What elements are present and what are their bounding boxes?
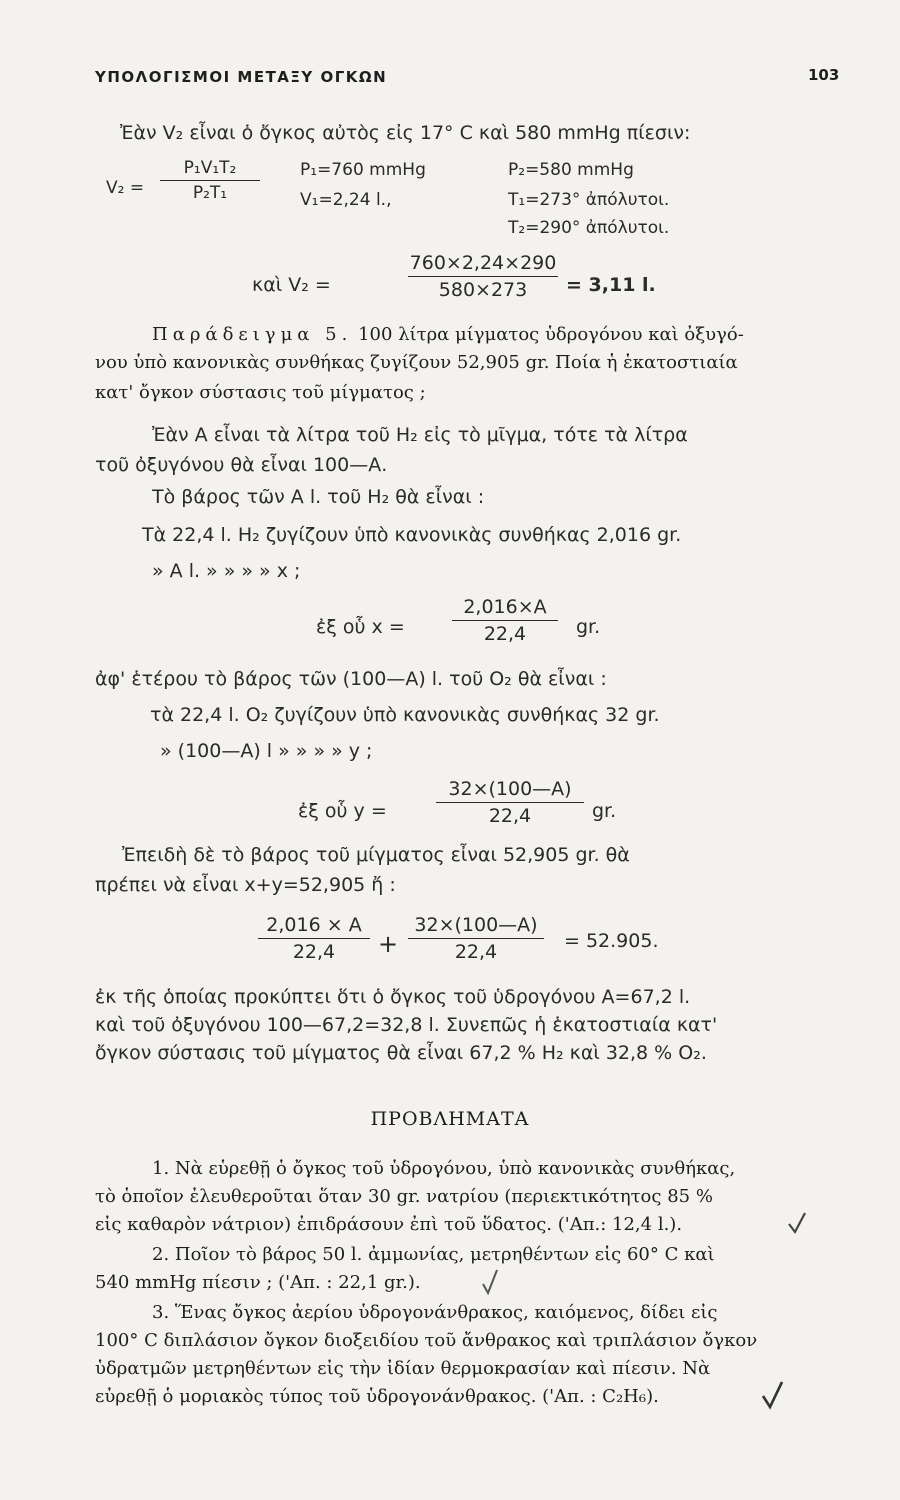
x-fraction: [452, 596, 558, 645]
formula-denominator: P₂T₁: [192, 183, 228, 203]
example-line9: ἀφ' ἑτέρου τὸ βάρος τῶν (100—Α) l. τοῦ O₂ θὰ εἶναι :: [95, 668, 607, 690]
eq-result: = 52.905.: [564, 930, 659, 952]
calc-result: = 3,11 l.: [566, 274, 656, 296]
eq-fraction-2: [408, 914, 544, 963]
y-numerator: 32×(100—Α): [448, 778, 572, 800]
x-unit: gr.: [576, 616, 601, 638]
formula-fraction: [160, 158, 260, 203]
x-denominator: 22,4: [483, 623, 527, 645]
example-line6: Τὸ βάρος τῶν Α l. τοῦ H₂ θὰ εἶναι :: [152, 486, 485, 508]
y-unit: gr.: [592, 800, 617, 822]
handwritten-check-icon: [760, 1380, 786, 1410]
example-line3: κατ' ὄγκον σύστασις τοῦ μίγματος ;: [95, 382, 426, 403]
fraction-bar: [408, 938, 544, 939]
running-header: ΥΠΟΛΟΓΙΣΜΟΙ ΜΕΤΑΞΥ ΟΓΚΩΝ: [95, 68, 388, 86]
problem3-line1: 3. Ἕνας ὄγκος ἀερίου ὑδρογονάνθρακος, καιόμενος, δίδει εἰς: [152, 1302, 718, 1323]
formula-lhs: V₂ =: [106, 178, 145, 198]
example-line11: » (100—Α) l » » » » y ;: [160, 740, 373, 762]
x-eq-lhs: ἐξ οὗ x =: [316, 616, 405, 638]
eq-numerator-1: 2,016 × Α: [266, 914, 362, 936]
fraction-bar: [258, 938, 370, 939]
fraction-bar: [408, 276, 558, 277]
example-line13: πρέπει νὰ εἶναι x+y=52,905 ἤ :: [95, 874, 396, 896]
fraction-bar: [452, 620, 558, 621]
example-line16: ὄγκον σύστασις τοῦ μίγματος θὰ εἶναι 67,2 % H₂ καὶ 32,8 % O₂.: [95, 1042, 707, 1064]
example-first-line: [152, 324, 744, 345]
example-line14: ἐκ τῆς ὁποίας προκύπτει ὅτι ὁ ὄγκος τοῦ ὑδρογόνου Α=67,2 l.: [95, 986, 691, 1008]
example-line8: » Α l. » » » » x ;: [152, 560, 301, 582]
example-line5: τοῦ ὀξυγόνου θὰ εἶναι 100—Α.: [95, 454, 388, 476]
calc-lhs: καὶ V₂ =: [252, 274, 331, 296]
problems-heading: ΠΡΟΒΛΗΜΑΤΑ: [370, 1108, 530, 1130]
given-p1: P₁=760 mmHg: [300, 160, 426, 180]
x-numerator: 2,016×Α: [463, 596, 547, 618]
example-line7: Τὰ 22,4 l. H₂ ζυγίζουν ὑπὸ κανονικὰς συνθήκας 2,016 gr.: [142, 524, 682, 546]
handwritten-check-icon: [480, 1268, 500, 1296]
problem3-line3: ὑδρατμῶν μετρηθέντων εἰς τὴν ἰδίαν θερμοκρασίαν καὶ πίεσιν. Νὰ: [95, 1358, 711, 1379]
y-fraction: [436, 778, 584, 827]
calc-numerator: 760×2,24×290: [409, 252, 557, 274]
y-eq-lhs: ἐξ οὗ y =: [298, 800, 387, 822]
problem1-line1: 1. Νὰ εὑρεθῇ ὁ ὄγκος τοῦ ὑδρογόνου, ὑπὸ κανονικὰς συνθήκας,: [152, 1158, 736, 1179]
example-line12: Ἐπειδὴ δὲ τὸ βάρος τοῦ μίγματος εἶναι 52,905 gr. θὰ: [122, 844, 630, 866]
eq-denominator-2: 22,4: [454, 941, 498, 963]
problem2-line2: 540 mmHg πίεσιν ; ('Απ. : 22,1 gr.).: [95, 1272, 421, 1293]
calc-fraction: [408, 252, 558, 301]
fraction-bar: [436, 802, 584, 803]
example-line15: καὶ τοῦ ὀξυγόνου 100—67,2=32,8 l. Συνεπῶς ἡ ἑκατοστιαία κατ': [95, 1014, 718, 1036]
example-line10: τὰ 22,4 l. O₂ ζυγίζουν ὑπὸ κανονικὰς συνθήκας 32 gr.: [150, 704, 660, 726]
y-denominator: 22,4: [488, 805, 532, 827]
example-line4: Ἐὰν Α εἶναι τὰ λίτρα τοῦ H₂ εἰς τὸ μῖγμα, τότε τὰ λίτρα: [152, 424, 688, 446]
problem3-line4: εὑρεθῇ ὁ μοριακὸς τύπος τοῦ ὑδρογονάνθρακος. ('Απ. : C₂H₆).: [95, 1386, 659, 1407]
example-label: Παράδειγμα 5.: [152, 324, 353, 345]
given-t1: T₁=273° ἀπόλυτοι.: [508, 190, 670, 210]
problem1-line2: τὸ ὁποῖον ἐλευθεροῦται ὅταν 30 gr. νατρίου (περιεκτικότητος 85 %: [95, 1186, 713, 1207]
problem3-line2: 100° C διπλάσιον ὄγκον διοξειδίου τοῦ ἄνθρακος καὶ τριπλάσιον ὄγκον: [95, 1330, 758, 1351]
given-p2: P₂=580 mmHg: [508, 160, 634, 180]
calc-denominator: 580×273: [438, 279, 528, 301]
eq-denominator-1: 22,4: [292, 941, 336, 963]
fraction-bar: [160, 180, 260, 181]
given-v1: V₁=2,24 l.,: [300, 190, 392, 210]
eq-fraction-1: [258, 914, 370, 963]
eq-numerator-2: 32×(100—Α): [414, 914, 538, 936]
example-line1-rest: 100 λίτρα μίγματος ὑδρογόνου καὶ ὀξυγό-: [358, 324, 744, 345]
formula-numerator: P₁V₁T₂: [183, 158, 237, 178]
intro-line: Ἐὰν V₂ εἶναι ὁ ὄγκος αὐτὸς εἰς 17° C καὶ 580 mmHg πίεσιν:: [120, 122, 691, 144]
eq-plus: +: [378, 930, 399, 958]
problem2-line1: 2. Ποῖον τὸ βάρος 50 l. ἀμμωνίας, μετρηθέντων εἰς 60° C καὶ: [152, 1244, 715, 1265]
page-number: 103: [808, 66, 840, 84]
handwritten-check-icon: [786, 1210, 808, 1236]
problem1-line3: εἰς καθαρὸν νάτριον) ἐπιδράσουν ἐπὶ τοῦ ὕδατος. ('Απ.: 12,4 l.).: [95, 1214, 683, 1235]
given-t2: T₂=290° ἀπόλυτοι.: [508, 218, 670, 238]
example-line2: νου ὑπὸ κανονικὰς συνθήκας ζυγίζουν 52,905 gr. Ποία ἡ ἑκατοστιαία: [95, 352, 738, 373]
